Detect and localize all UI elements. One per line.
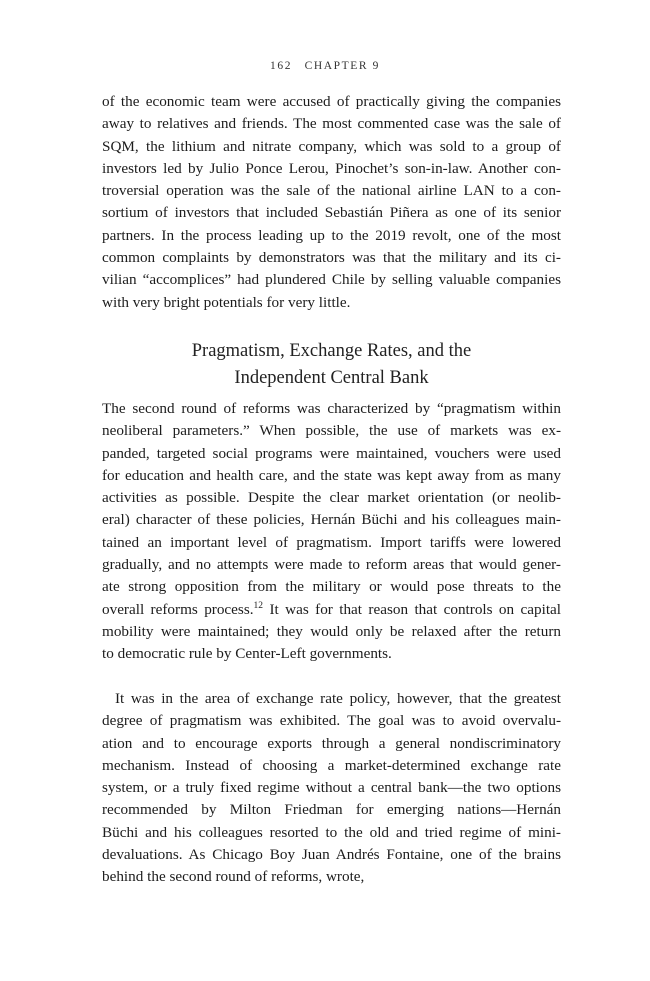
text-line: sortium of investors that included Sebastián Piñera as one of its senior (102, 204, 561, 222)
text-line-with-footnote (102, 599, 561, 621)
text-line: ation and to encourage exports through a general nondiscriminatory (102, 734, 561, 752)
text-line: mobility were maintained; they would only be relaxed after the return (102, 622, 561, 640)
text-line: away to relatives and friends. The most commented case was the sale of (102, 115, 561, 133)
text-line: The second round of reforms was characterized by “pragmatism within (102, 400, 561, 417)
text-line: with very bright potentials for very little. (102, 293, 351, 311)
paragraph-2 (102, 398, 561, 666)
text-line: for education and health care, and the state was kept away from as many (102, 466, 561, 484)
text-line: behind the second round of reforms, wrote, (102, 868, 365, 886)
text-line: system, or a truly fixed regime without a central bank—the two options (102, 779, 561, 797)
text-line: mechanism. Instead of choosing a market-determined exchange rate (102, 756, 561, 774)
text-fragment: It was for that reason that controls on capital (263, 600, 561, 618)
text-line: vilian “accomplices” had plundered Chile by selling valuable companies (102, 271, 561, 289)
text-line: eral) character of these policies, Hernán Büchi and his colleagues main- (102, 511, 561, 529)
chapter-label: CHAPTER 9 (304, 60, 380, 72)
section-heading (102, 338, 561, 392)
text-line: partners. In the process leading up to the 2019 revolt, one of the most (102, 226, 561, 244)
text-line: Büchi and his colleagues resorted to the old and tried regime of mini- (102, 823, 561, 841)
text-line: recommended by Milton Friedman for emerging nations—Hernán (102, 801, 561, 819)
text-line: of the economic team were accused of practically giving the companies (102, 93, 561, 110)
text-line: common complaints by demonstrators was that the military and its ci- (102, 249, 561, 267)
section-heading-line: Pragmatism, Exchange Rates, and the (191, 341, 472, 361)
text-line: activities as possible. Despite the clear market orientation (or neolib- (102, 489, 561, 507)
text-line: neoliberal parameters.” When possible, the use of markets was ex- (102, 422, 561, 440)
text-line: It was in the area of exchange rate policy, however, that the greatest (115, 690, 561, 707)
text-line: gradually, and no attempts were made to reform areas that would gener- (102, 556, 561, 574)
footnote-reference: 12 (253, 600, 264, 611)
text-line: tained an important level of pragmatism. Import tariffs were lowered (102, 533, 561, 551)
page-number: 162 (270, 60, 293, 72)
text-line: ate strong opposition from the military or would pose threats to the (102, 578, 561, 596)
text-line: devaluations. As Chicago Boy Juan Andrés Fontaine, one of the brains (102, 846, 561, 864)
paragraph-1 (102, 91, 561, 314)
text-fragment: overall reforms process. (102, 600, 254, 618)
running-head (0, 60, 650, 72)
paragraph-3 (102, 688, 561, 889)
text-line: degree of pragmatism was exhibited. The goal was to avoid overvalu- (102, 712, 561, 730)
text-line: troversial operation was the sale of the national airline LAN to a con- (102, 182, 561, 200)
text-line: SQM, the lithium and nitrate company, which was sold to a group of (102, 137, 561, 155)
text-line: to democratic rule by Center-Left governments. (102, 645, 392, 663)
text-line: panded, targeted social programs were maintained, vouchers were used (102, 444, 561, 462)
text-line: investors led by Julio Ponce Lerou, Pinochet’s son-in-law. Another con- (102, 159, 561, 177)
section-heading-line: Independent Central Bank (234, 368, 429, 388)
